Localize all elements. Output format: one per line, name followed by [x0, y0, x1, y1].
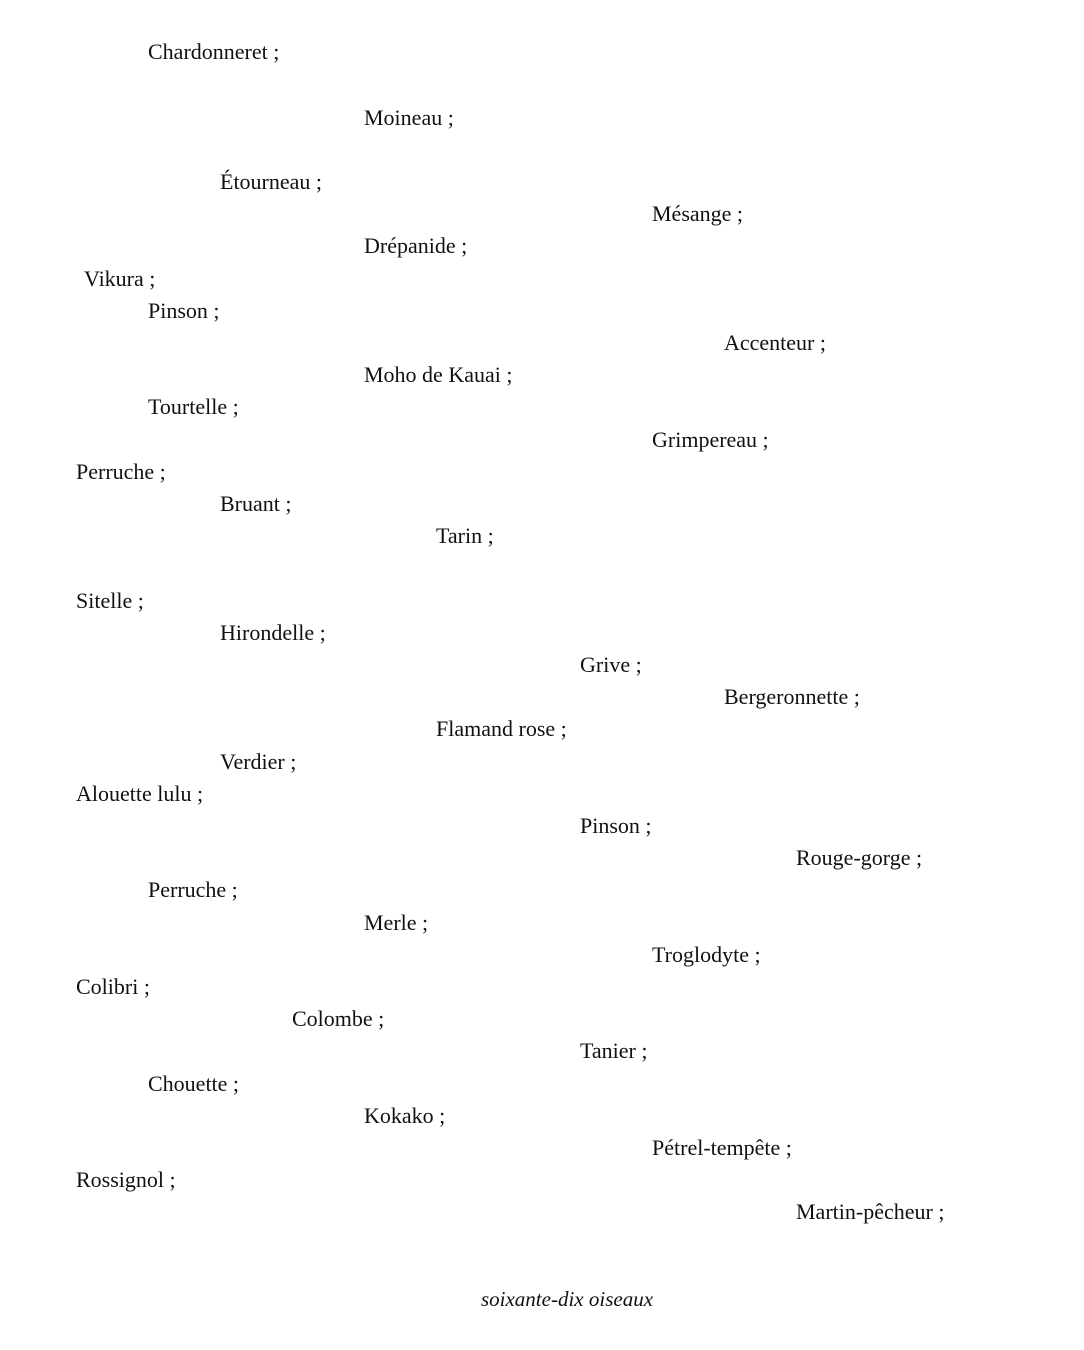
poem-line: Merle ;	[364, 910, 429, 935]
poem-line: Grimpereau ;	[652, 427, 769, 452]
poem-line: Pétrel-tempête ;	[652, 1135, 792, 1160]
poem-line: Tanier ;	[580, 1038, 648, 1063]
poem-line: Étourneau ;	[220, 169, 323, 194]
poem-line: Colibri ;	[76, 974, 150, 999]
poem-caption: soixante-dix oiseaux	[480, 1287, 654, 1311]
poem-line: Sitelle ;	[76, 588, 144, 613]
poem-line: Bergeronnette ;	[724, 684, 860, 709]
poem-line: Grive ;	[580, 652, 642, 677]
poem-line: Drépanide ;	[364, 233, 468, 258]
poem-line: Troglodyte ;	[652, 942, 761, 967]
poem-line: Pinson ;	[148, 298, 220, 323]
poem-line: Tarin ;	[436, 523, 494, 548]
poem-line: Moineau ;	[364, 105, 454, 130]
poem-line: Martin-pêcheur ;	[796, 1199, 945, 1224]
poem-line: Alouette lulu ;	[76, 781, 204, 806]
poem-line: Rossignol ;	[76, 1167, 176, 1192]
poem-line: Moho de Kauai ;	[364, 362, 513, 387]
poem-line: Chouette ;	[148, 1071, 240, 1096]
poem-line: Rouge-gorge ;	[796, 845, 923, 870]
poem-line: Vikura ;	[84, 266, 156, 291]
poem-line: Hirondelle ;	[220, 620, 326, 645]
poem-line: Flamand rose ;	[436, 716, 567, 741]
poem-line: Perruche ;	[76, 459, 166, 484]
poem-line: Mésange ;	[652, 201, 744, 226]
poem-line: Pinson ;	[580, 813, 652, 838]
poem-line: Chardonneret ;	[148, 39, 280, 64]
poem-line: Verdier ;	[220, 749, 297, 774]
poem-line: Colombe ;	[292, 1006, 385, 1031]
poem-line: Accenteur ;	[724, 330, 826, 355]
poem-line: Kokako ;	[364, 1103, 446, 1128]
poem-line: Bruant ;	[220, 491, 292, 516]
poem-line: Tourtelle ;	[148, 394, 239, 419]
poem-line: Perruche ;	[148, 877, 238, 902]
